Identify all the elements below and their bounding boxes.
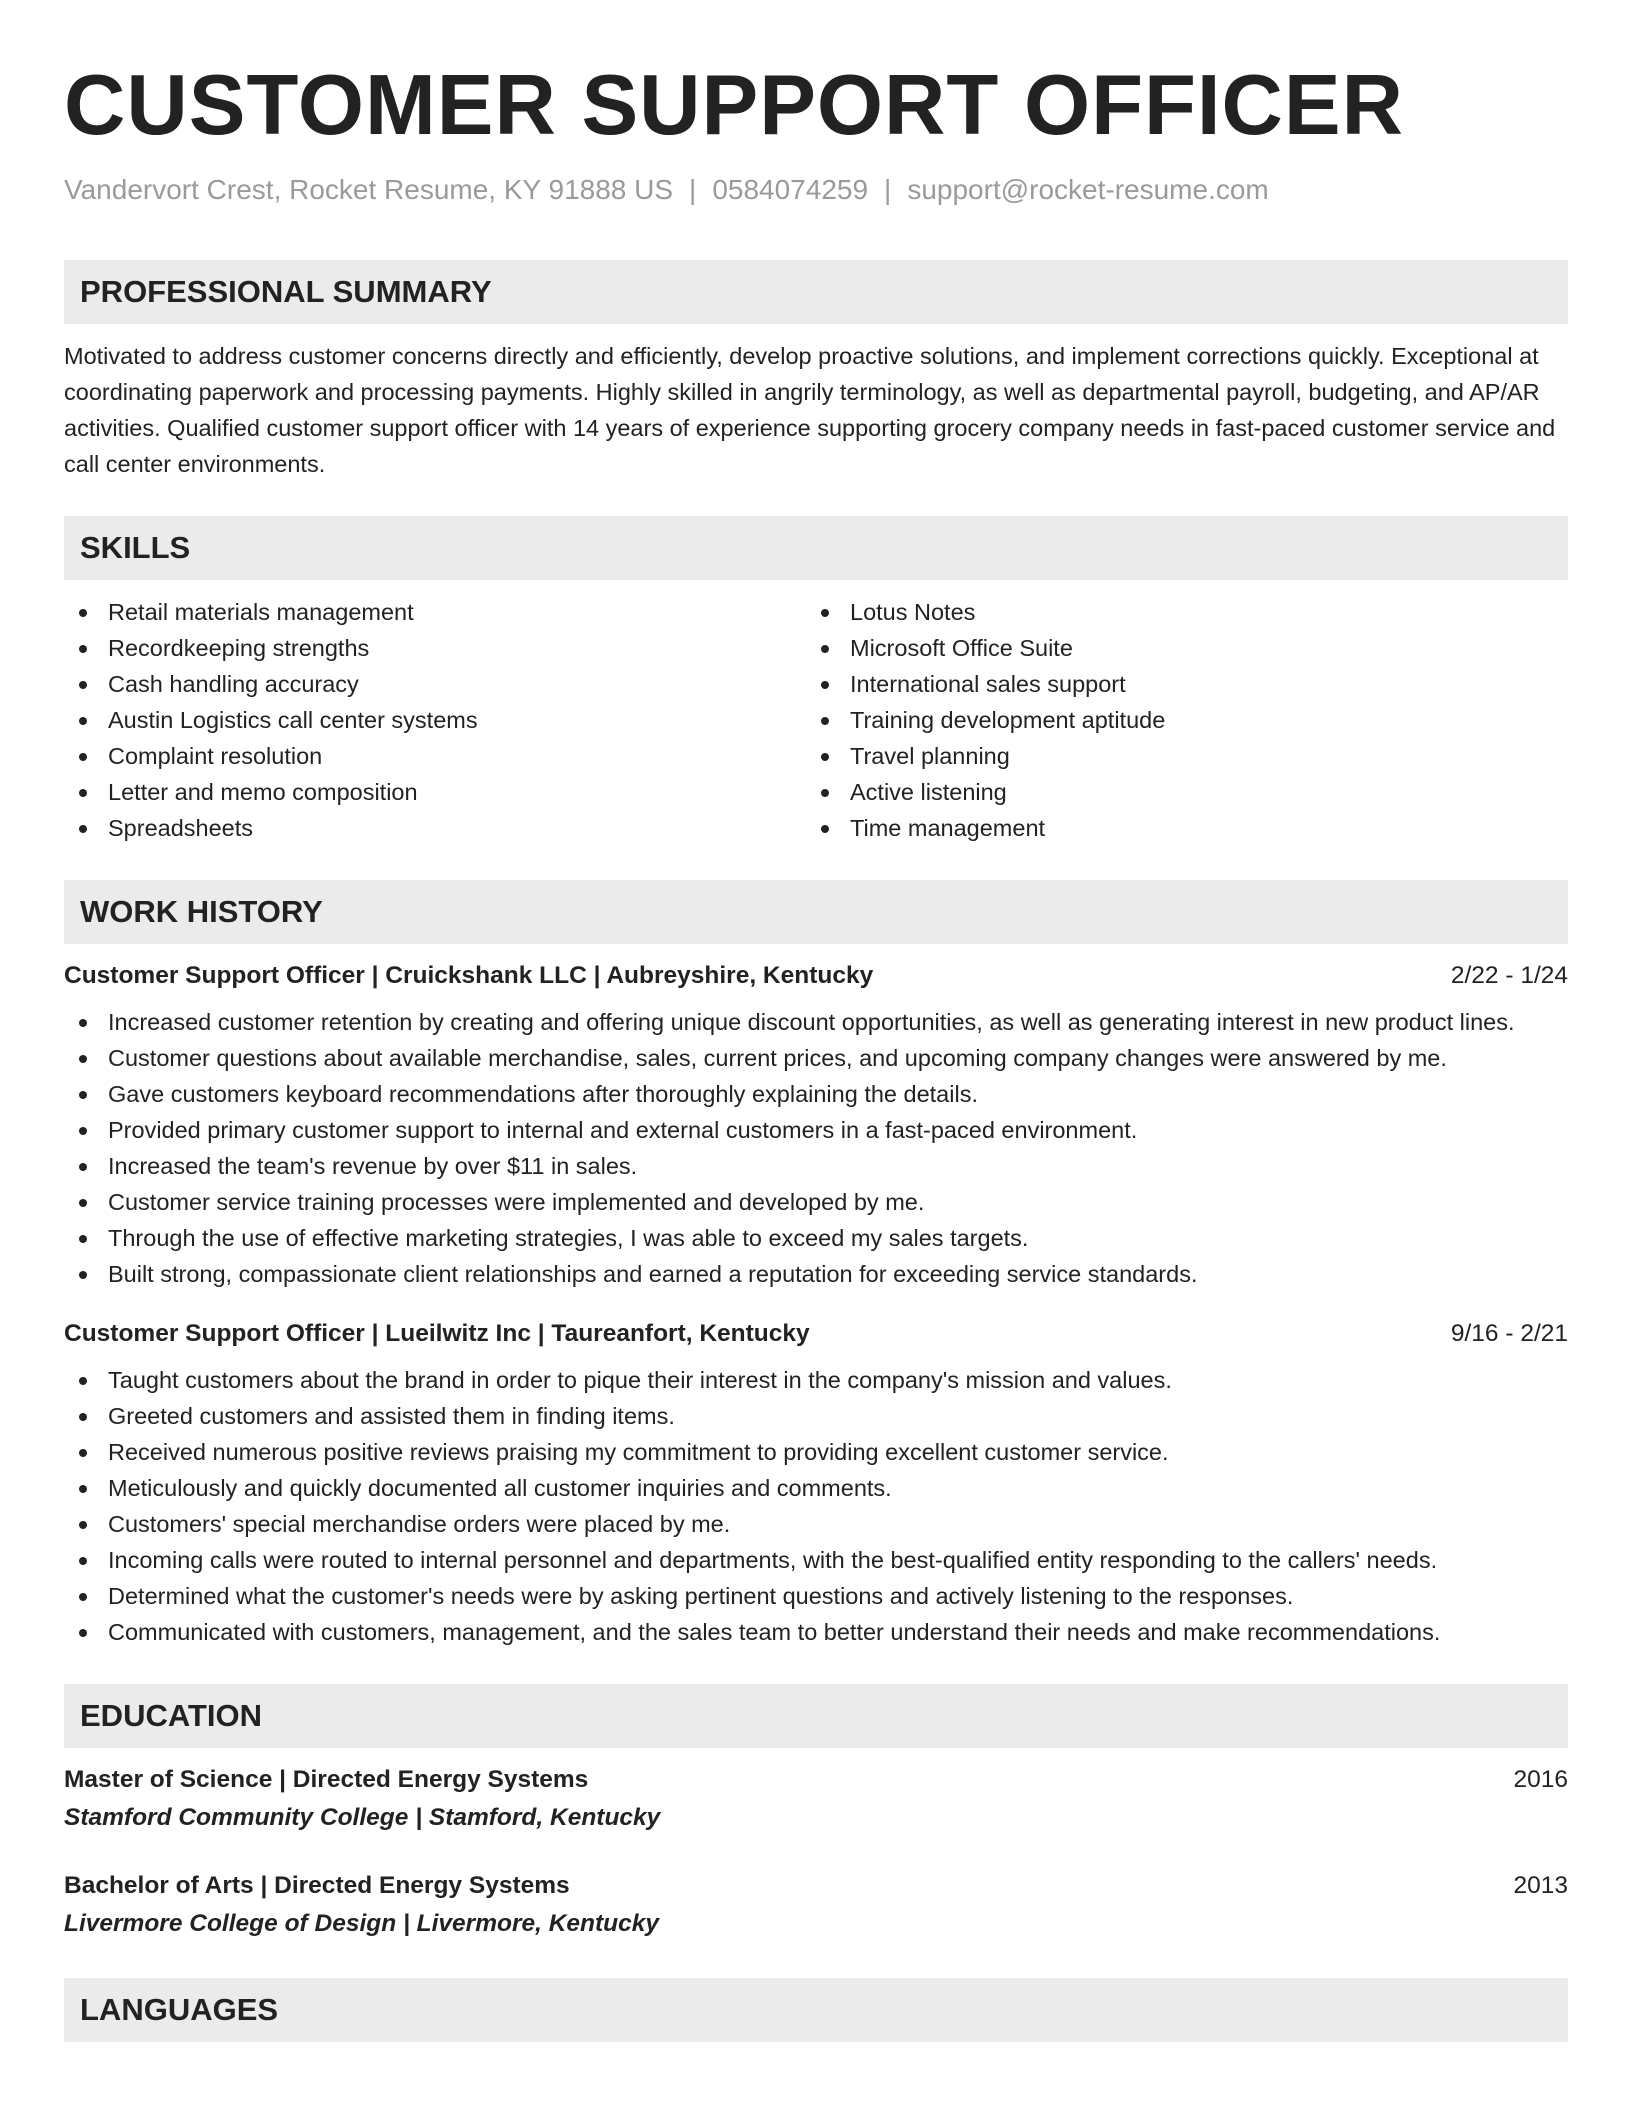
job-bullet: Customers' special merchandise orders were placed by me.	[64, 1506, 1568, 1542]
education-header	[64, 1868, 1568, 1904]
section-header-summary: PROFESSIONAL SUMMARY	[64, 260, 1568, 324]
job-bullet: Communicated with customers, management, and the sales team to better understand their needs and make recommendations.	[64, 1614, 1568, 1650]
skill-item: Recordkeeping strengths	[64, 630, 806, 666]
job-bullet: Greeted customers and assisted them in finding items.	[64, 1398, 1568, 1434]
section-header-education: EDUCATION	[64, 1684, 1568, 1748]
job-bullet: Meticulously and quickly documented all customer inquiries and comments.	[64, 1470, 1568, 1506]
job-bullet: Determined what the customer's needs were by asking pertinent questions and actively listening to the responses.	[64, 1578, 1568, 1614]
skill-item: Letter and memo composition	[64, 774, 806, 810]
job-bullets	[64, 1362, 1568, 1650]
skill-item: Retail materials management	[64, 594, 806, 630]
job-bullet: Built strong, compassionate client relationships and earned a reputation for exceeding service standards.	[64, 1256, 1568, 1292]
contact-line	[64, 172, 1568, 208]
job-header	[64, 1316, 1568, 1352]
skill-item: Microsoft Office Suite	[806, 630, 1548, 666]
job-header	[64, 958, 1568, 994]
skill-item: International sales support	[806, 666, 1548, 702]
skill-item: Complaint resolution	[64, 738, 806, 774]
skills-column-left	[64, 594, 806, 846]
job-bullet: Incoming calls were routed to internal personnel and departments, with the best-qualified entity responding to the callers' needs.	[64, 1542, 1568, 1578]
job-entry	[64, 958, 1568, 1292]
skill-item: Lotus Notes	[806, 594, 1548, 630]
education-entry	[64, 1868, 1568, 1944]
degree: Bachelor of Arts | Directed Energy Systems	[64, 1872, 570, 1899]
skill-item: Cash handling accuracy	[64, 666, 806, 702]
section-header-skills: SKILLS	[64, 516, 1568, 580]
job-bullet: Received numerous positive reviews praising my commitment to providing excellent customer service.	[64, 1434, 1568, 1470]
phone: 0584074259	[712, 174, 869, 205]
job-bullet: Gave customers keyboard recommendations after thoroughly explaining the details.	[64, 1076, 1568, 1112]
skill-item: Travel planning	[806, 738, 1548, 774]
job-bullet: Provided primary customer support to internal and external customers in a fast-paced environment.	[64, 1112, 1568, 1148]
degree: Master of Science | Directed Energy Systems	[64, 1766, 589, 1793]
job-bullet: Increased customer retention by creating and offering unique discount opportunities, as well as generating interest in new product lines.	[64, 1004, 1568, 1040]
skill-item: Training development aptitude	[806, 702, 1548, 738]
section-header-languages: LANGUAGES	[64, 1978, 1568, 2042]
resume-title: CUSTOMER SUPPORT OFFICER	[64, 58, 1405, 153]
job-dates: 9/16 - 2/21	[1450, 1320, 1568, 1347]
job-dates: 2/22 - 1/24	[1450, 962, 1568, 989]
job-bullet: Increased the team's revenue by over $11 in sales.	[64, 1148, 1568, 1184]
skill-item: Time management	[806, 810, 1548, 846]
email: support@rocket-resume.com	[907, 174, 1269, 205]
job-bullet: Taught customers about the brand in order to pique their interest in the company's mission and values.	[64, 1362, 1568, 1398]
job-bullets	[64, 1004, 1568, 1292]
graduation-year: 2013	[1513, 1872, 1568, 1899]
job-title: Customer Support Officer | Cruickshank LLC | Aubreyshire, Kentucky	[64, 962, 874, 989]
skill-item: Active listening	[806, 774, 1548, 810]
job-entry	[64, 1316, 1568, 1650]
education-header	[64, 1762, 1568, 1798]
address: Vandervort Crest, Rocket Resume, KY 91888 US	[64, 174, 674, 205]
summary-text: Motivated to address customer concerns directly and efficiently, develop proactive solutions, and implement corrections quickly. Exceptional at coordinating paperwork and processing payments. Highly skilled in angrily terminology, as well as departmental payroll, budgeting, and AP/AR activities. Qualified customer support officer with 14 years of experience supporting grocery company needs in fast-paced customer service and call center environments.	[64, 343, 1556, 477]
graduation-year: 2016	[1513, 1766, 1568, 1793]
job-bullet: Through the use of effective marketing strategies, I was able to exceed my sales targets.	[64, 1220, 1568, 1256]
job-bullet: Customer service training processes were implemented and developed by me.	[64, 1184, 1568, 1220]
education-entry	[64, 1762, 1568, 1838]
job-bullet: Customer questions about available merchandise, sales, current prices, and upcoming company changes were answered by me.	[64, 1040, 1568, 1076]
school-name: Stamford Community College | Stamford, Kentucky	[64, 1804, 661, 1831]
separator: |	[689, 174, 697, 205]
job-title: Customer Support Officer | Lueilwitz Inc | Taureanfort, Kentucky	[64, 1320, 810, 1347]
section-header-work-history: WORK HISTORY	[64, 880, 1568, 944]
skill-item: Spreadsheets	[64, 810, 806, 846]
skill-item: Austin Logistics call center systems	[64, 702, 806, 738]
skills-column-right	[806, 594, 1548, 846]
separator: |	[884, 174, 892, 205]
skills-list	[64, 594, 1568, 846]
school-name: Livermore College of Design | Livermore, Kentucky	[64, 1910, 660, 1937]
